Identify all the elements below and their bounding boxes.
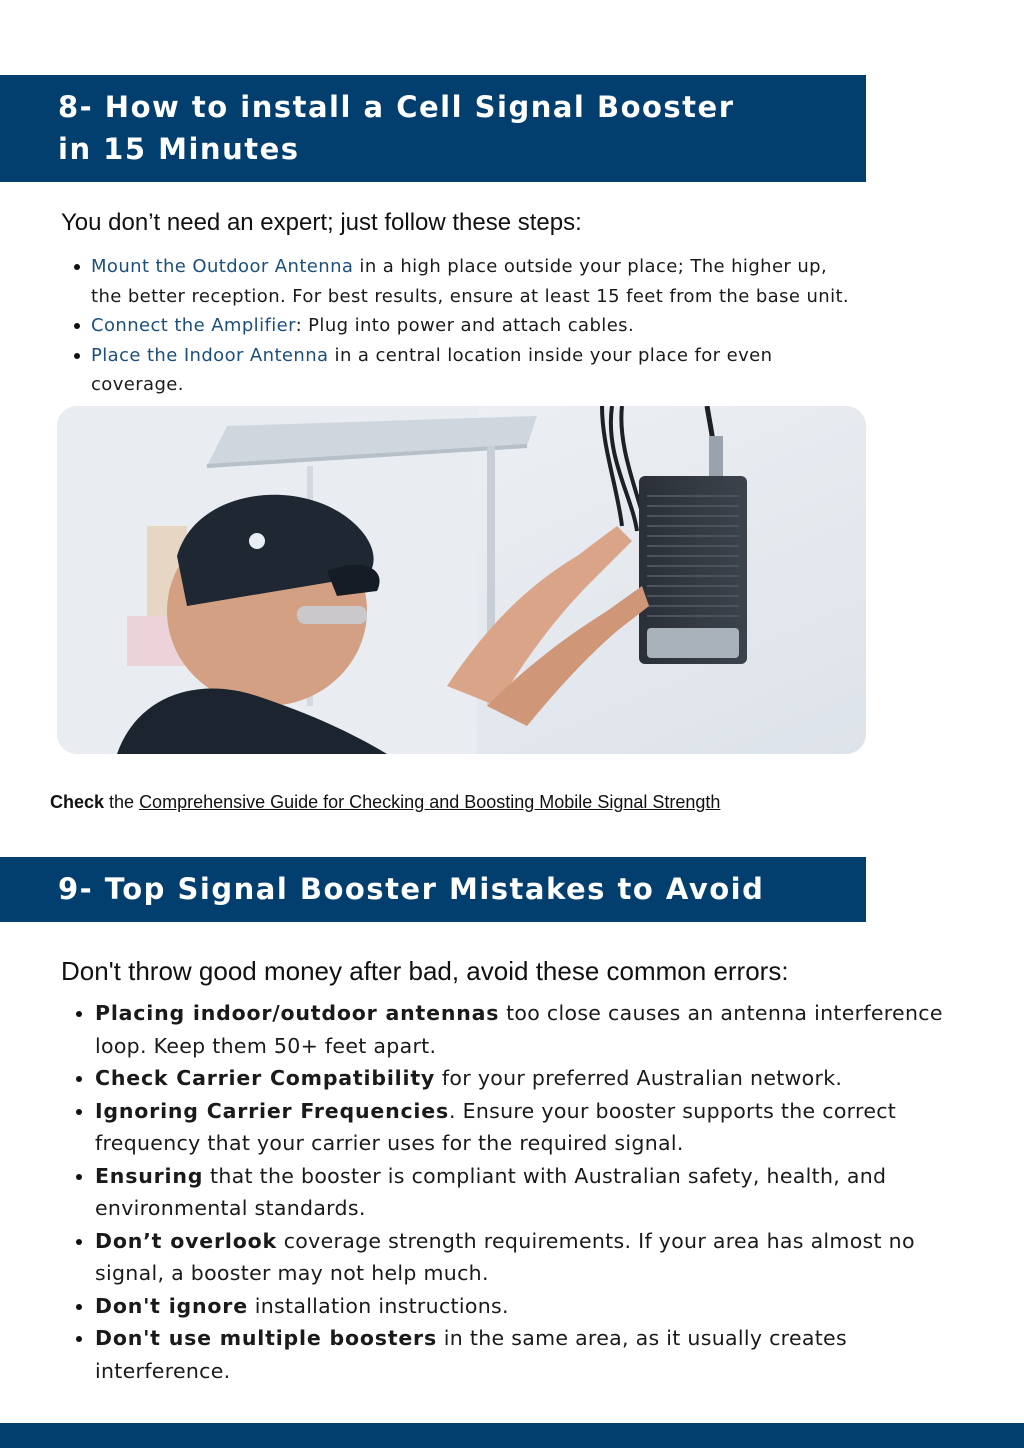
section-8-title-line1: 8- How to install a Cell Signal Booster <box>58 90 735 124</box>
section-8-title-line2: in 15 Minutes <box>58 132 300 166</box>
list-item <box>95 1095 945 1160</box>
mistakes-list <box>95 997 945 1387</box>
mistake-text: for your preferred Australian network. <box>435 1066 843 1090</box>
installation-steps-list <box>91 252 861 400</box>
mistake-bold: Don't use multiple boosters <box>95 1326 437 1350</box>
list-item <box>91 252 861 311</box>
mistake-bold: Don't ignore <box>95 1293 248 1318</box>
mistake-bold: Ensuring <box>95 1163 204 1188</box>
step-link-outdoor-antenna[interactable]: Mount the Outdoor Antenna <box>91 256 354 277</box>
mistake-text: coverage strength requirements. If your area has almost no signal, a booster may not help much. <box>95 1228 915 1285</box>
list-item <box>95 1160 945 1225</box>
mistake-text: installation instructions. <box>247 1293 509 1318</box>
section-8-intro: You don’t need an expert; just follow these steps: <box>61 209 582 236</box>
step-link-indoor-antenna[interactable]: Place the Indoor Antenna <box>91 344 329 366</box>
mistake-text: too close causes an antenna interference loop. Keep them 50+ feet apart. <box>95 1001 943 1058</box>
mistake-bold: Ignoring Carrier Frequencies <box>95 1098 449 1123</box>
mistake-text: in the same area, as it usually creates interference. <box>95 1326 847 1383</box>
mistake-bold: Placing indoor/outdoor antennas <box>95 1001 500 1025</box>
list-item <box>91 311 861 341</box>
mistake-text: that the booster is compliant with Australian safety, health, and environmental standards. <box>95 1163 887 1220</box>
section-9-header <box>0 857 866 922</box>
mistake-bold: Check Carrier Compatibility <box>95 1066 436 1090</box>
mistake-bold: Don’t overlook <box>95 1228 277 1253</box>
footer-bar <box>0 1423 1024 1448</box>
list-item <box>95 997 945 1062</box>
installation-photo <box>57 406 866 754</box>
check-mid-text: the <box>104 792 140 812</box>
section-9-title: 9- Top Signal Booster Mistakes to Avoid <box>58 872 765 906</box>
step-text: in a high place outside your place; The higher up, the better reception. For best results, ensure at least 15 feet from the base unit. <box>91 256 850 307</box>
list-item <box>91 341 861 400</box>
list-item <box>95 1290 945 1323</box>
list-item <box>95 1225 945 1290</box>
list-item <box>95 1062 945 1095</box>
step-link-amplifier[interactable]: Connect the Amplifier <box>91 315 296 336</box>
guide-link[interactable]: Comprehensive Guide for Checking and Boosting Mobile Signal Strength <box>139 792 721 812</box>
step-text: : Plug into power and attach cables. <box>295 315 635 336</box>
check-label: Check <box>50 792 105 812</box>
section-8-header <box>0 75 866 182</box>
mistake-text: . Ensure your booster supports the correct frequency that your carrier uses for the required signal. <box>95 1098 897 1155</box>
step-text: in a central location inside your place for even coverage. <box>91 344 773 395</box>
section-9-intro: Don't throw good money after bad, avoid these common errors: <box>61 956 789 986</box>
check-guide-line <box>50 792 720 813</box>
list-item <box>95 1322 945 1387</box>
